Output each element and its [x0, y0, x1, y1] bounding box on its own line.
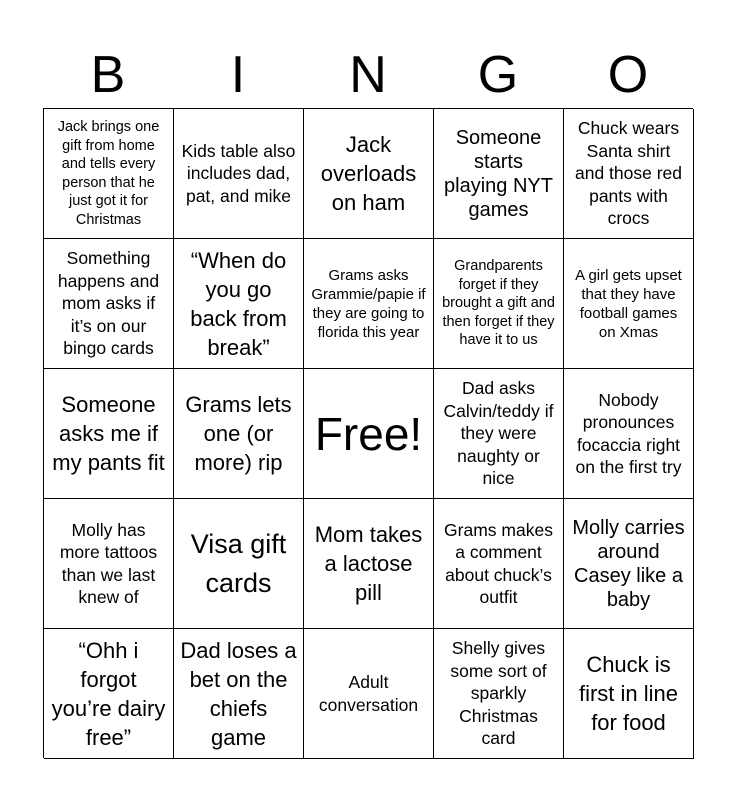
bingo-cell-r1-c5[interactable]: [564, 109, 694, 239]
bingo-cell-r3-c2[interactable]: [174, 369, 304, 499]
bingo-cell-r5-c4[interactable]: [434, 629, 564, 759]
bingo-header: [43, 42, 693, 108]
header-letter-g: G: [477, 46, 519, 104]
bingo-cell-r1-c4[interactable]: [434, 109, 564, 239]
header-letter-i: I: [230, 46, 246, 104]
cell-text: Dad loses a bet on the chiefs game: [180, 637, 297, 750]
bingo-board: [43, 108, 693, 758]
bingo-cell-r4-c3[interactable]: [304, 499, 434, 629]
cell-text: Jack brings one gift from home and tells every person that he just got it for Christmas: [57, 119, 160, 228]
cell-text: Someone starts playing NYT games: [444, 126, 553, 221]
bingo-cell-r1-c2[interactable]: [174, 109, 304, 239]
free-space-label: Free!: [314, 407, 423, 460]
bingo-cell-r4-c1[interactable]: [44, 499, 174, 629]
cell-text: Shelly gives some sort of sparkly Christmas card: [450, 638, 547, 749]
cell-text: Molly carries around Casey like a baby: [572, 516, 685, 611]
cell-text: Grandparents forget if they brought a gift and then forget if they have it to us: [442, 258, 555, 349]
cell-text: Molly has more tattoos than we last knew of: [59, 519, 158, 607]
bingo-cell-r2-c4[interactable]: [434, 239, 564, 369]
header-letter-b: B: [90, 46, 126, 104]
cell-text: A girl gets upset that they have football games on Xmas: [575, 266, 682, 341]
cell-text: Grams makes a comment about chuck’s outfit: [444, 519, 553, 607]
cell-text: Someone asks me if my pants fit: [52, 392, 165, 475]
cell-text: Grams asks Grammie/papie if they are going to florida this year: [311, 266, 426, 341]
cell-text: Visa gift cards: [190, 528, 287, 598]
cell-text: “Ohh i forgot you’re dairy free”: [51, 637, 166, 750]
bingo-cell-r2-c5[interactable]: [564, 239, 694, 369]
cell-text: Nobody pronounces focaccia right on the first try: [575, 389, 682, 477]
bingo-cell-r4-c4[interactable]: [434, 499, 564, 629]
cell-text: “When do you go back from break”: [190, 247, 287, 360]
cell-text: Mom takes a lactose pill: [314, 522, 423, 605]
bingo-cell-r1-c1[interactable]: [44, 109, 174, 239]
cell-text: Kids table also includes dad, pat, and mike: [181, 140, 296, 206]
cell-text: Jack overloads on ham: [320, 132, 417, 215]
cell-text: Dad asks Calvin/teddy if they were naughty or nice: [443, 378, 554, 489]
cell-text: Adult conversation: [318, 672, 419, 715]
bingo-cell-r5-c2[interactable]: [174, 629, 304, 759]
bingo-cell-r3-c5[interactable]: [564, 369, 694, 499]
bingo-cell-r3-c1[interactable]: [44, 369, 174, 499]
bingo-cell-free[interactable]: [304, 369, 434, 499]
bingo-cell-r1-c3[interactable]: [304, 109, 434, 239]
bingo-cell-r5-c3[interactable]: [304, 629, 434, 759]
bingo-cell-r4-c5[interactable]: [564, 499, 694, 629]
bingo-cell-r5-c5[interactable]: [564, 629, 694, 759]
cell-text: Grams lets one (or more) rip: [185, 392, 292, 475]
bingo-cell-r5-c1[interactable]: [44, 629, 174, 759]
cell-text: Chuck wears Santa shirt and those red pants with crocs: [574, 118, 683, 229]
bingo-cell-r2-c1[interactable]: [44, 239, 174, 369]
bingo-cell-r2-c3[interactable]: [304, 239, 434, 369]
header-letter-o: O: [607, 46, 649, 104]
cell-text: Something happens and mom asks if it’s on our bingo cards: [57, 248, 160, 359]
header-letter-n: N: [349, 46, 387, 104]
bingo-cell-r2-c2[interactable]: [174, 239, 304, 369]
bingo-cell-r4-c2[interactable]: [174, 499, 304, 629]
cell-text: Chuck is first in line for food: [578, 652, 679, 735]
bingo-cell-r3-c4[interactable]: [434, 369, 564, 499]
